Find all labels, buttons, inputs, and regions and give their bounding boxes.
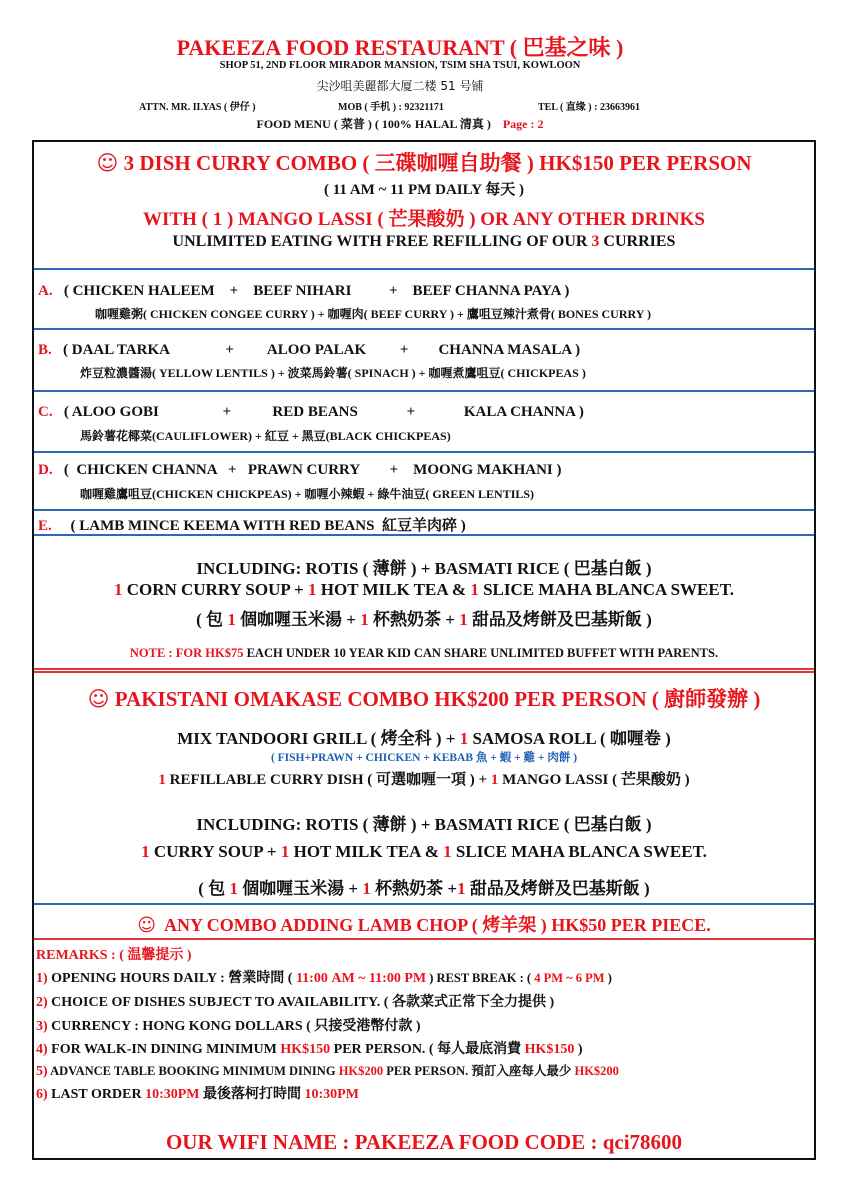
option-c xyxy=(38,404,584,421)
item: 個咖喱玉米湯 + xyxy=(237,879,363,898)
remark-highlight: 10:30PM xyxy=(304,1087,359,1102)
remarks-title: REMARKS : ( 温馨提示 ) xyxy=(36,948,192,963)
remark-highlight: HK$150 xyxy=(280,1042,331,1057)
remark-text: PER PERSON. ( 每人最底消費 xyxy=(330,1042,525,1057)
qty: 1 xyxy=(141,842,150,861)
remark-highlight: HK$200 xyxy=(338,1064,384,1078)
combo2-title-text: PAKISTANI OMAKASE COMBO HK$200 PER PERSON ( 廚師發辦 ) xyxy=(114,687,761,711)
note-text: EACH UNDER 10 YEAR KID CAN SHARE UNLIMITED BUFFET WITH PARENTS. xyxy=(243,646,719,660)
item: REFILLABLE CURRY DISH ( 可選咖喱一項 ) + xyxy=(165,772,491,788)
remark-number: 1) xyxy=(36,971,48,986)
qty: 1 xyxy=(490,772,499,788)
menu-heading xyxy=(0,115,800,132)
qty: 1 xyxy=(457,879,466,898)
remark-text: FOR WALK-IN DINING MINIMUM xyxy=(47,1042,281,1057)
item: SLICE MAHA BLANCA SWEET. xyxy=(478,580,735,599)
divider xyxy=(34,938,814,940)
note-price: HK$75 xyxy=(205,646,244,660)
qty: 1 xyxy=(470,580,479,599)
qty: 1 xyxy=(158,772,166,788)
item: MIX TANDOORI GRILL ( 烤全科 ) + xyxy=(177,729,460,748)
option-e xyxy=(38,514,466,535)
item: 杯熱奶茶 + xyxy=(370,879,458,898)
smiley-icon: ☺ xyxy=(96,151,119,175)
address: SHOP 51, 2ND FLOOR MIRADOR MANSION, TSIM SHA TSUI, KOWLOON xyxy=(219,60,581,71)
qty: 1 xyxy=(227,610,236,629)
remark-highlight: 4 PM ~ 6 PM xyxy=(534,971,605,985)
item: CORN CURRY SOUP + xyxy=(122,580,308,599)
item: SAMOSA ROLL ( 咖喱卷 ) xyxy=(468,729,671,748)
item: MANGO LASSI ( 芒果酸奶 ) xyxy=(498,772,690,788)
remark-2 xyxy=(36,991,554,1011)
remark-highlight: 11:00 AM ~ 11:00 PM xyxy=(295,971,427,986)
smiley-icon: ☺ xyxy=(87,687,110,711)
unlimited-number: 3 xyxy=(591,233,600,250)
divider xyxy=(34,534,814,536)
option-d-chinese: 咖喱雞鷹咀豆(CHICKEN CHICKPEAS) + 咖喱小辣蝦 + 綠牛油豆( GREEN LENTILS) xyxy=(80,487,535,501)
qty: 1 xyxy=(443,842,452,861)
qty: 1 xyxy=(459,729,469,748)
combo2-refill xyxy=(34,768,814,789)
qty: 1 xyxy=(360,610,369,629)
option-c-chinese: 馬鈴薯花椰菜(CAULIFLOWER) + 紅豆 + 黑豆(BLACK CHICKPEAS) xyxy=(80,429,451,443)
remark-text: CURRENCY : HONG KONG DOLLARS ( 只接受港幣付款 ) xyxy=(47,1019,421,1034)
remark-text: OPENING HOURS DAILY : 營業時間 ( xyxy=(47,971,296,986)
address-chinese: 尖沙咀美麗都大厦二楼 51 号铺 xyxy=(316,79,484,93)
restaurant-title: PAKEEZA FOOD RESTAURANT ( 巴基之味 ) xyxy=(176,35,624,60)
smiley-icon: ☺ xyxy=(137,915,156,936)
unlimited-text-end: CURRIES xyxy=(603,233,676,250)
remark-1 xyxy=(36,967,612,987)
remark-text: CHOICE OF DISHES SUBJECT TO AVAILABILITY. ( 各款菜式正常下全力提供 ) xyxy=(47,995,555,1010)
option-letter: C. xyxy=(38,404,53,420)
item: 杯熱奶茶 + xyxy=(368,610,460,629)
kid-note xyxy=(34,646,814,661)
remark-number: 5) xyxy=(36,1064,48,1079)
wifi-info: OUR WIFI NAME : PAKEEZA FOOD CODE : qci78600 xyxy=(165,1130,683,1154)
divider xyxy=(34,390,814,392)
option-letter: D. xyxy=(38,462,53,478)
qty: 1 xyxy=(459,610,468,629)
qty: 1 xyxy=(280,842,290,861)
option-a-chinese: 咖喱雞粥( CHICKEN CONGEE CURRY ) + 咖喱肉( BEEF CURRY ) + 鷹咀豆辣汁煮骨( BONES CURRY ) xyxy=(95,307,651,321)
option-dishes: ( LAMB MINCE KEEMA WITH RED BEANS 紅豆羊肉碎 ) xyxy=(70,518,466,534)
item: SLICE MAHA BLANCA SWEET. xyxy=(451,842,707,861)
divider xyxy=(34,668,814,670)
option-dishes: ( CHICKEN HALEEM + BEEF NIHARI + BEEF CHANNA PAYA ) xyxy=(63,283,570,299)
item: 甜品及烤餅及巴基斯飯 ) xyxy=(465,879,650,898)
remark-3 xyxy=(36,1015,421,1035)
remark-text: PER PERSON. 預訂入座每人最少 xyxy=(383,1064,575,1078)
remark-number: 6) xyxy=(36,1087,48,1102)
divider xyxy=(34,451,814,453)
combo2-title xyxy=(34,683,814,713)
option-dishes: ( CHICKEN CHANNA + PRAWN CURRY + MOONG MAKHANI ) xyxy=(63,462,562,478)
option-a xyxy=(38,283,569,300)
item: 個咖喱玉米湯 + xyxy=(235,610,361,629)
option-dishes: ( ALOO GOBI + RED BEANS + KALA CHANNA ) xyxy=(63,404,584,420)
combo1-drink: WITH ( 1 ) MANGO LASSI ( 芒果酸奶 ) OR ANY OTHER DRINKS xyxy=(143,209,705,230)
divider xyxy=(34,328,814,330)
menu-label: FOOD MENU ( 菜普 ) ( 100% HALAL 清真 ) xyxy=(256,117,491,131)
combo1-title-text: 3 DISH CURRY COMBO ( 三碟咖喱自助餐 ) HK$150 PER PERSON xyxy=(123,151,752,175)
contact-mobile: MOB ( 手机 ) : 92321171 xyxy=(338,102,444,113)
remark-6 xyxy=(36,1083,359,1103)
combo2-grill xyxy=(34,724,814,749)
option-b-chinese: 炸豆粒濃醬湯( YELLOW LENTILS ) + 波菜馬鈴薯( SPINACH ) + 咖喱煮鷹咀豆( CHICKPEAS ) xyxy=(80,366,586,380)
remark-highlight: 10:30PM xyxy=(145,1087,200,1102)
combo1-extras xyxy=(34,580,814,600)
item: 甜品及烤餅及巴基斯飯 ) xyxy=(467,610,652,629)
contact-attn: ATTN. MR. ILYAS ( 伊仔 ) xyxy=(139,102,256,113)
item: ( 包 xyxy=(196,610,228,629)
page-number: Page : 2 xyxy=(502,117,544,131)
option-d xyxy=(38,462,562,479)
item: CURRY SOUP + xyxy=(149,842,281,861)
item: ( 包 xyxy=(198,879,230,898)
note-text: NOTE : FOR xyxy=(129,646,206,660)
qty: 1 xyxy=(229,879,238,898)
combo2-grill-detail: ( FISH+PRAWN + CHICKEN + KEBAB 魚 + 蝦 + 雞 + 肉餅 ) xyxy=(270,752,578,764)
option-letter: A. xyxy=(38,283,53,299)
option-b xyxy=(38,342,580,359)
item: HOT MILK TEA & xyxy=(289,842,444,861)
contact-tel: TEL ( 直缘 ) : 23663961 xyxy=(538,102,640,113)
lamb-chop-offer xyxy=(34,911,814,937)
combo1-hours: ( 11 AM ~ 11 PM DAILY 每天 ) xyxy=(323,182,525,198)
remark-number: 4) xyxy=(36,1042,48,1057)
combo1-includes: INCLUDING: ROTIS ( 薄餅 ) + BASMATI RICE ( 巴基白飯 ) xyxy=(196,559,652,578)
remark-5 xyxy=(36,1061,619,1080)
divider xyxy=(34,903,814,905)
remark-number: 2) xyxy=(36,995,48,1010)
item: HOT MILK TEA & xyxy=(316,580,471,599)
combo1-title xyxy=(34,147,814,177)
divider xyxy=(34,671,814,673)
option-letter: E. xyxy=(38,518,52,534)
combo2-extras xyxy=(34,842,814,862)
remark-text: LAST ORDER xyxy=(47,1087,146,1102)
remark-text: ) REST BREAK : ( xyxy=(426,971,535,985)
divider xyxy=(34,509,814,511)
combo2-includes: INCLUDING: ROTIS ( 薄餅 ) + BASMATI RICE ( 巴基白飯 ) xyxy=(196,815,652,834)
divider xyxy=(34,268,814,270)
remark-text: ADVANCE TABLE BOOKING MINIMUM DINING xyxy=(47,1064,339,1078)
remark-number: 3) xyxy=(36,1019,48,1034)
qty: 1 xyxy=(308,580,317,599)
remark-highlight: HK$200 xyxy=(574,1064,619,1078)
option-letter: B. xyxy=(38,342,52,358)
remark-text: ) xyxy=(604,971,612,985)
combo1-extras-chinese xyxy=(34,605,814,630)
lamb-chop-text: ANY COMBO ADDING LAMB CHOP ( 烤羊架 ) HK$50 PER PIECE. xyxy=(163,915,711,935)
remark-text: ) xyxy=(574,1042,583,1057)
qty: 1 xyxy=(113,580,123,599)
option-dishes: ( DAAL TARKA + ALOO PALAK + CHANNA MASALA ) xyxy=(63,342,581,358)
unlimited-text: UNLIMITED EATING WITH FREE REFILLING OF OUR xyxy=(172,233,588,250)
remark-4 xyxy=(36,1038,583,1058)
remark-highlight: HK$150 xyxy=(524,1042,575,1057)
remark-text: 最後落柯打時間 xyxy=(199,1087,305,1102)
qty: 1 xyxy=(362,879,371,898)
combo2-extras-chinese xyxy=(34,874,814,899)
combo1-unlimited xyxy=(34,233,814,251)
